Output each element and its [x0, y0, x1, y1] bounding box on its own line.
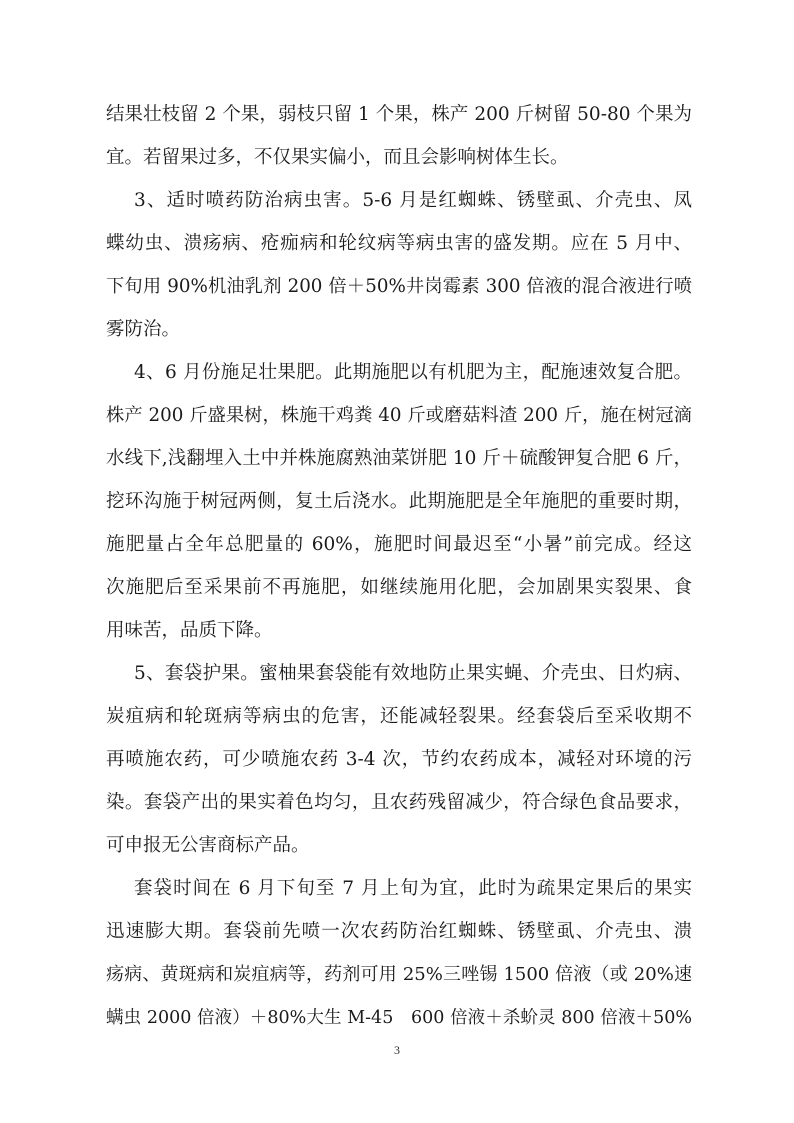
- page-number: 3: [394, 1043, 400, 1057]
- text-line: 蝶幼虫、溃疡病、疮痂病和轮纹病等病虫害的盛发期。应在 5 月中、: [106, 233, 692, 254]
- text-line: 炭疽病和轮斑病等病虫的危害，还能减轻裂果。经套袋后至采收期不: [106, 706, 692, 727]
- text-line: 再喷施农药，可少喷施农药 3-4 次，节约农药成本，减轻对环境的污: [106, 749, 692, 770]
- text-line: 施肥量占全年总肥量的 60%，施肥时间最迟至“小暑”前完成。经这: [106, 534, 692, 555]
- text-line: 宜。若留果过多，不仅果实偏小，而且会影响树体生长。: [106, 147, 569, 168]
- text-line: 挖环沟施于树冠两侧，复土后浇水。此期施肥是全年施肥的重要时期，: [106, 491, 692, 512]
- text-line: 迅速膨大期。套袋前先喷一次农药防治红蜘蛛、锈壁虱、介壳虫、溃: [106, 921, 692, 942]
- text-line: 3、适时喷药防治病虫害。5-6 月是红蜘蛛、锈壁虱、介壳虫、凤: [134, 190, 692, 211]
- text-line: 结果壮枝留 2 个果，弱枝只留 1 个果，株产 200 斤树留 50-80 个果为: [106, 104, 692, 125]
- text-line: 可申报无公害商标产品。: [106, 835, 310, 856]
- text-line: 套袋时间在 6 月下旬至 7 月上旬为宜，此时为疏果定果后的果实: [134, 878, 692, 899]
- text-line: 4、6 月份施足壮果肥。此期施肥以有机肥为主，配施速效复合肥。: [134, 362, 692, 383]
- text-line: 疡病、黄斑病和炭疽病等，药剂可用 25%三唑锡 1500 倍液（或 20%速: [106, 964, 692, 985]
- text-line: 次施肥后至采果前不再施肥，如继续施用化肥，会加剧果实裂果、食: [106, 577, 692, 598]
- text-line: 雾防治。: [106, 319, 181, 340]
- text-line: 染。套袋产出的果实着色均匀，且农药残留减少，符合绿色食品要求，: [106, 792, 692, 813]
- text-line: 用味苦，品质下降。: [106, 620, 273, 641]
- text-line: 下旬用 90%机油乳剂 200 倍＋50%井岗霉素 300 倍液的混合液进行喷: [106, 276, 692, 297]
- text-line: 5、套袋护果。蜜柚果套袋能有效地防止果实蝇、介壳虫、日灼病、: [134, 663, 692, 684]
- text-line: 株产 200 斤盛果树，株施干鸡粪 40 斤或磨菇料渣 200 斤，施在树冠滴: [106, 405, 692, 426]
- text-line: 螨虫 2000 倍液）＋80%大生 M-45 600 倍液＋杀蚧灵 800 倍液＋50%: [106, 1008, 692, 1028]
- text-line: 水线下,浅翻埋入土中并株施腐熟油菜饼肥 10 斤＋硫酸钾复合肥 6 斤，: [106, 448, 692, 469]
